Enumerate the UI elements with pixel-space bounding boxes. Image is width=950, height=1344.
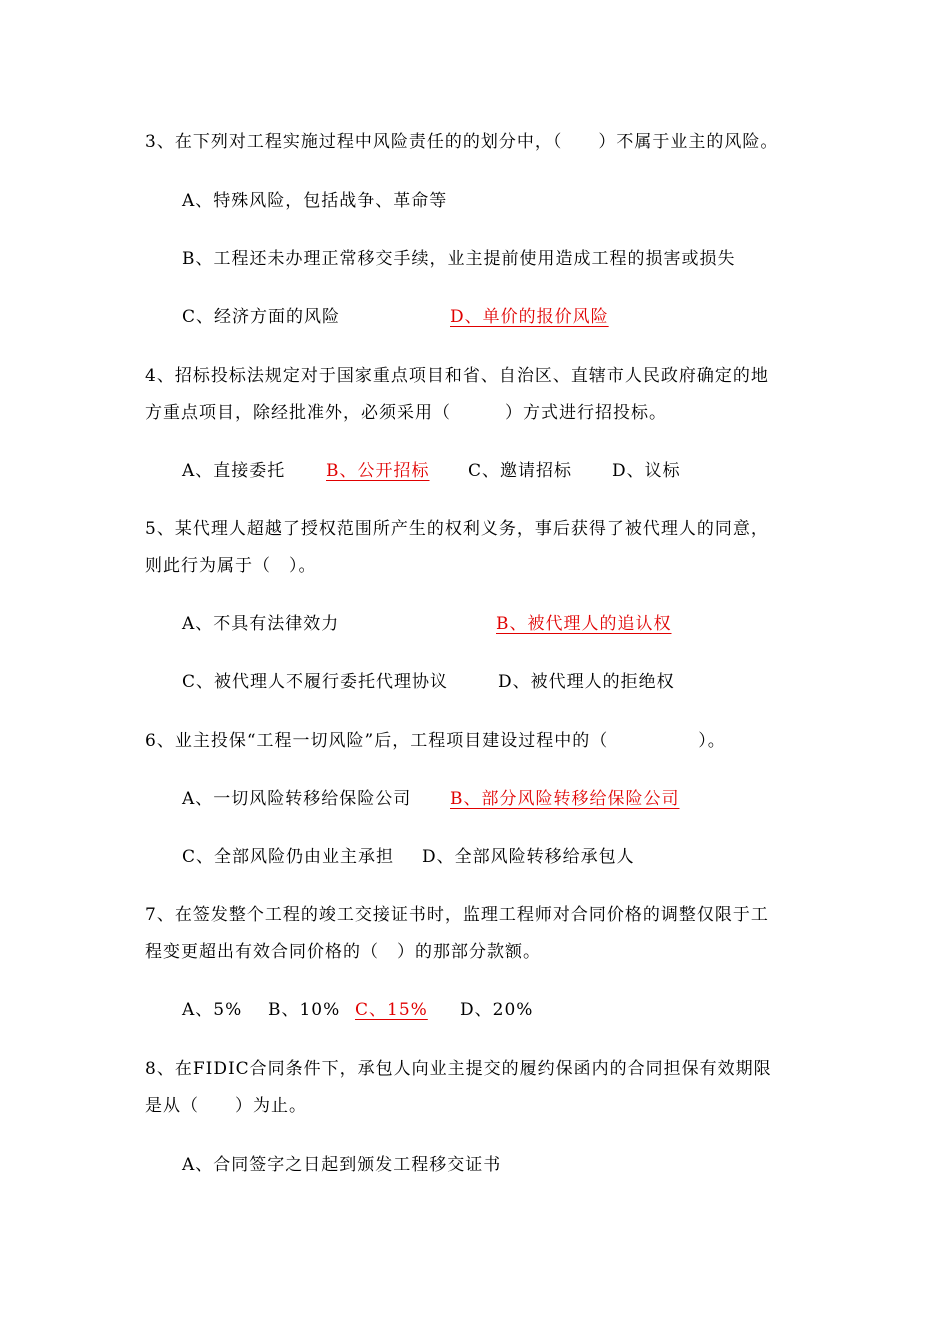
question-8-option-a: A、合同签字之日起到颁发工程移交证书 xyxy=(182,1155,502,1175)
question-8-stem-line-2: 是从（ ）为止。 xyxy=(145,1096,307,1116)
question-5-option-d: D、被代理人的拒绝权 xyxy=(498,672,675,692)
question-5-stem-line-2: 则此行为属于（ ）。 xyxy=(145,556,317,576)
question-7-answer-c: C、15% xyxy=(355,1000,428,1020)
question-6-option-c: C、全部风险仍由业主承担 xyxy=(182,847,395,867)
question-3-answer-d: D、单价的报价风险 xyxy=(450,307,609,327)
question-7-option-b: B、10% xyxy=(268,1000,341,1020)
question-3-option-a: A、特殊风险，包括战争、革命等 xyxy=(182,191,448,211)
question-4-stem-line-1: 4、招标投标法规定对于国家重点项目和省、自治区、直辖市人民政府确定的地 xyxy=(145,366,769,386)
question-6-stem: 6、业主投保“工程一切风险”后，工程项目建设过程中的（ ）。 xyxy=(145,731,726,751)
question-4-option-a: A、直接委托 xyxy=(182,461,286,481)
question-5-option-a: A、不具有法律效力 xyxy=(182,614,340,634)
question-6-answer-b: B、部分风险转移给保险公司 xyxy=(450,789,680,809)
question-3-stem: 3、在下列对工程实施过程中风险责任的的划分中，（ ）不属于业主的风险。 xyxy=(145,132,779,152)
question-7-option-d: D、20% xyxy=(460,1000,534,1020)
question-5-answer-b: B、被代理人的追认权 xyxy=(496,614,672,634)
question-7-stem-line-2: 程变更超出有效合同价格的（ ）的那部分款额。 xyxy=(145,942,541,962)
question-4-answer-b: B、公开招标 xyxy=(326,461,430,481)
question-4-option-c: C、邀请招标 xyxy=(468,461,573,481)
question-4-stem-line-2: 方重点项目，除经批准外，必须采用（ ）方式进行招投标。 xyxy=(145,403,667,423)
question-7-option-a: A、5% xyxy=(182,1000,243,1020)
question-8-stem-line-1: 8、在FIDIC合同条件下，承包人向业主提交的履约保函内的合同担保有效期限 xyxy=(145,1059,772,1079)
question-3-option-c: C、经济方面的风险 xyxy=(182,307,341,327)
question-6-option-d: D、全部风险转移给承包人 xyxy=(422,847,635,867)
question-7-stem-line-1: 7、在签发整个工程的竣工交接证书时，监理工程师对合同价格的调整仅限于工 xyxy=(145,905,769,925)
question-4-option-d: D、议标 xyxy=(612,461,681,481)
question-5-option-c: C、被代理人不履行委托代理协议 xyxy=(182,672,449,692)
question-3-option-b: B、工程还未办理正常移交手续，业主提前使用造成工程的损害或损失 xyxy=(182,249,736,269)
question-5-stem-line-1: 5、某代理人超越了授权范围所产生的权利义务，事后获得了被代理人的同意， xyxy=(145,519,769,539)
question-6-option-a: A、一切风险转移给保险公司 xyxy=(182,789,412,809)
